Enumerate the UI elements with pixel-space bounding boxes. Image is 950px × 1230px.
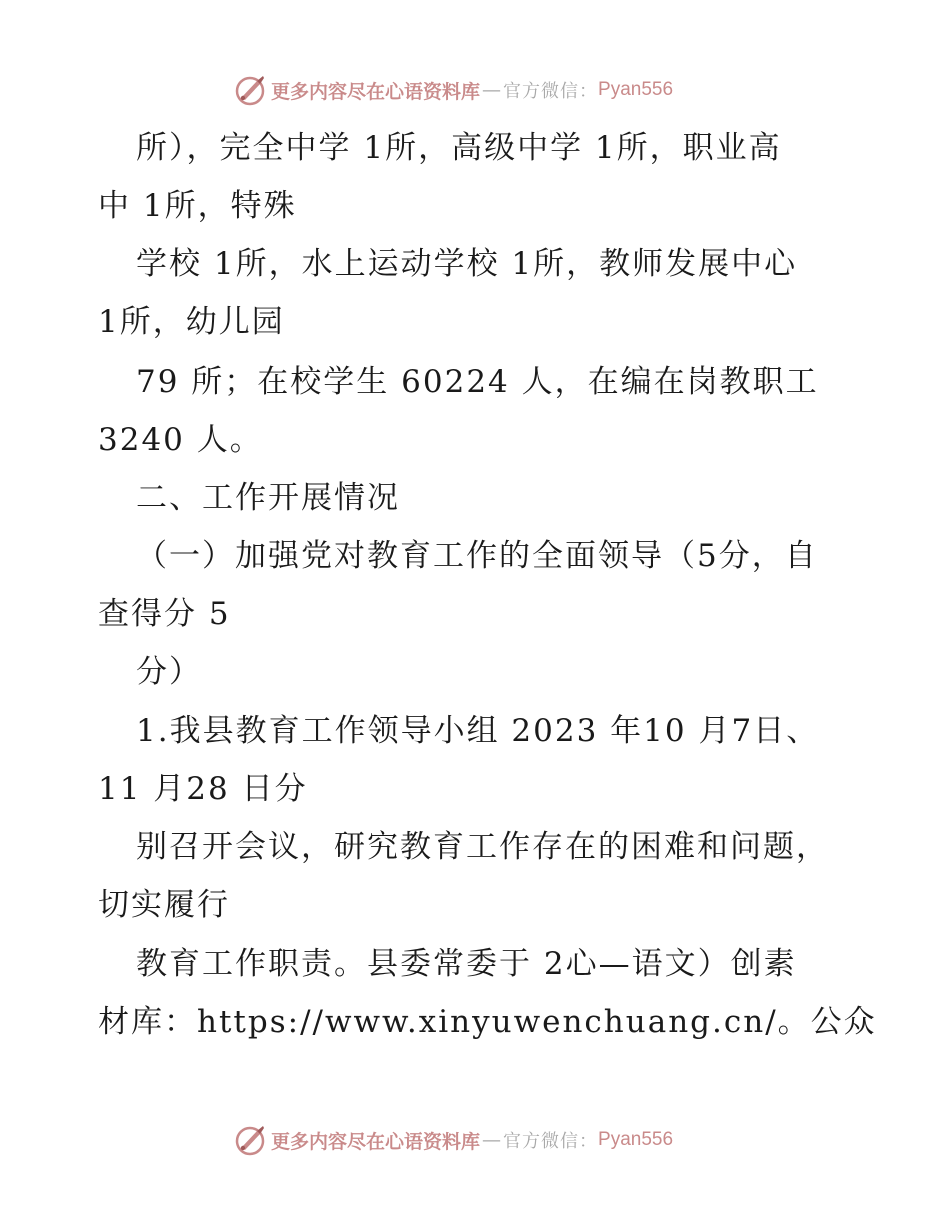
body-line: 11 月28 日分 bbox=[98, 771, 308, 807]
banner-wechat-label: 官方微信： bbox=[503, 1131, 599, 1152]
banner-wechat-id: Pyan556 bbox=[598, 79, 674, 100]
body-line: 所），完全中学 1所，高级中学 1所，职业高 bbox=[136, 130, 782, 166]
banner-text: 更多内容尽在心语资料库 bbox=[271, 1130, 481, 1153]
body-line: 分） bbox=[136, 654, 202, 690]
header-banner bbox=[233, 72, 753, 108]
banner-text: 更多内容尽在心语资料库 bbox=[271, 80, 481, 103]
body-line: 79 所；在校学生 60224 人，在编在岗教职工 bbox=[136, 364, 819, 400]
banner-separator: — bbox=[482, 1129, 502, 1151]
brush-logo-icon bbox=[233, 1123, 267, 1157]
section-heading: 二、工作开展情况 bbox=[136, 480, 400, 516]
body-line: 教育工作职责。县委常委于 2心—语文）创素 bbox=[136, 946, 797, 982]
body-line: 切实履行 bbox=[98, 887, 230, 923]
body-line: 1所，幼儿园 bbox=[98, 304, 285, 340]
body-line: 材库：https://www.xinyuwenchuang.cn/。公众 bbox=[98, 1004, 877, 1040]
body-line: 学校 1所，水上运动学校 1所，教师发展中心 bbox=[136, 246, 798, 282]
body-line: 3240 人。 bbox=[98, 422, 263, 458]
footer-banner bbox=[233, 1122, 753, 1158]
body-line: 查得分 5 bbox=[98, 596, 231, 632]
body-line: 中 1所，特殊 bbox=[98, 188, 297, 224]
subsection-heading: （一）加强党对教育工作的全面领导（5分，自 bbox=[136, 538, 818, 574]
body-line: 别召开会议，研究教育工作存在的困难和问题， bbox=[136, 829, 829, 865]
brush-logo-icon bbox=[233, 73, 267, 107]
banner-wechat-id: Pyan556 bbox=[598, 1129, 674, 1150]
banner-wechat-label: 官方微信： bbox=[503, 81, 599, 102]
banner-separator: — bbox=[482, 79, 502, 101]
body-line: 1.我县教育工作领导小组 2023 年10 月7日、 bbox=[136, 713, 820, 749]
